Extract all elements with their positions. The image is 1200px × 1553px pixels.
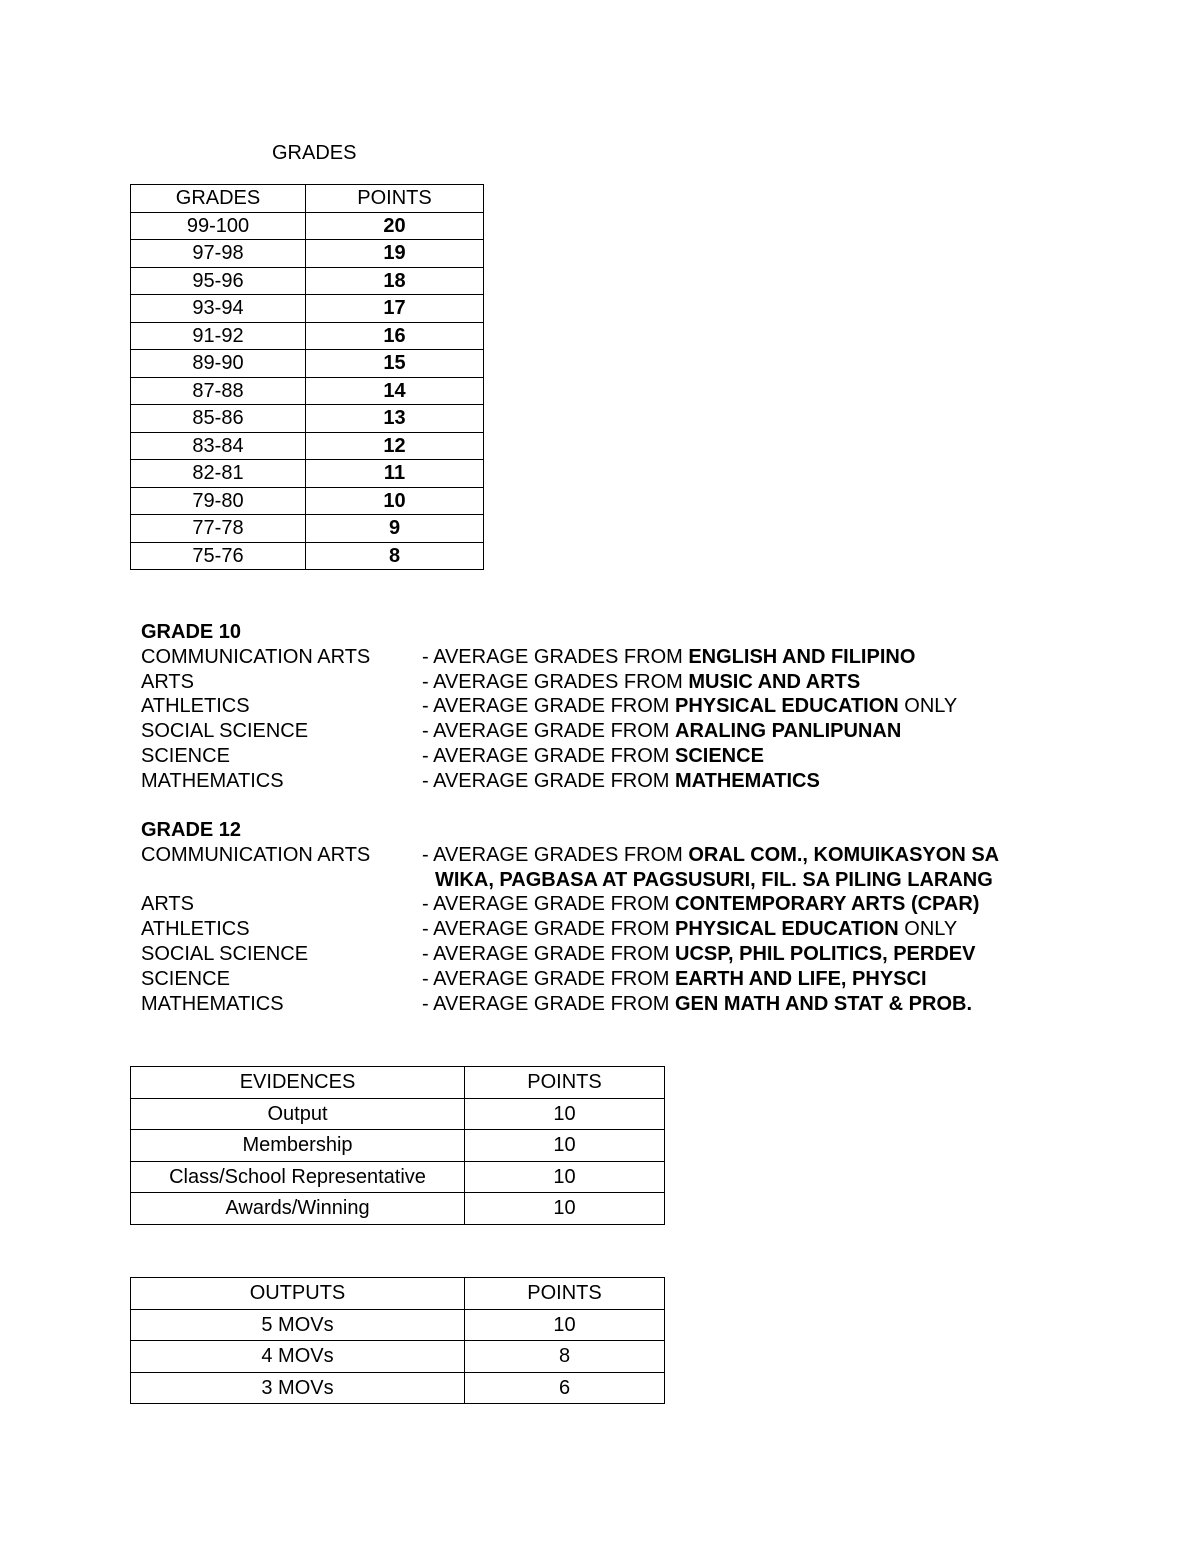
evidence-points: 10	[465, 1098, 665, 1130]
header-points: POINTS	[465, 1278, 665, 1310]
grades-points-table	[130, 184, 484, 570]
subject-description: - AVERAGE GRADE FROM SCIENCE	[422, 744, 764, 767]
grade-12-row	[141, 892, 980, 917]
header-points: POINTS	[465, 1067, 665, 1099]
grade-points: 12	[306, 432, 484, 460]
table-row	[131, 240, 484, 268]
output-points: 6	[465, 1372, 665, 1404]
table-row	[131, 350, 484, 378]
table-row	[131, 212, 484, 240]
subject-description: - AVERAGE GRADE FROM UCSP, PHIL POLITICS, PERDEV	[422, 942, 976, 965]
grade-range: 82-81	[131, 460, 306, 488]
grade-points: 10	[306, 487, 484, 515]
grade-range: 99-100	[131, 212, 306, 240]
evidence-points: 10	[465, 1193, 665, 1225]
grade-points: 18	[306, 267, 484, 295]
table-row	[131, 542, 484, 570]
table-row	[131, 377, 484, 405]
output-label: 5 MOVs	[131, 1309, 465, 1341]
table-row	[131, 1372, 665, 1404]
subject-description: - AVERAGE GRADES FROM ENGLISH AND FILIPINO	[422, 645, 916, 668]
header-evidences: EVIDENCES	[131, 1067, 465, 1099]
grade-points: 11	[306, 460, 484, 488]
output-label: 3 MOVs	[131, 1372, 465, 1404]
table-row	[131, 405, 484, 433]
header-points: POINTS	[306, 185, 484, 213]
grade-points: 13	[306, 405, 484, 433]
grade-12-row	[141, 843, 1000, 868]
grade-10-row	[141, 670, 861, 695]
table-row	[131, 1098, 665, 1130]
subject-label: MATHEMATICS	[141, 992, 284, 1015]
grade-range: 79-80	[131, 487, 306, 515]
grade-12-row	[141, 992, 973, 1017]
subject-description: - AVERAGE GRADES FROM ORAL COM., KOMUIKASYON SA	[422, 843, 1000, 866]
grade-10-heading: GRADE 10	[141, 621, 242, 643]
evidence-label: Output	[131, 1098, 465, 1130]
table-header-row	[131, 1067, 665, 1099]
subject-label: MATHEMATICS	[141, 769, 284, 792]
evidence-points: 10	[465, 1161, 665, 1193]
grade-points: 19	[306, 240, 484, 268]
subject-label: ATHLETICS	[141, 695, 250, 718]
subject-label: ARTS	[141, 670, 194, 693]
subject-description: - AVERAGE GRADES FROM MUSIC AND ARTS	[422, 670, 861, 693]
grade-10-section	[141, 620, 958, 794]
grade-range: 97-98	[131, 240, 306, 268]
table-header-row	[131, 1278, 665, 1310]
grade-12-row	[141, 917, 958, 942]
grade-range: 87-88	[131, 377, 306, 405]
table-row	[131, 515, 484, 543]
table-row	[131, 1161, 665, 1193]
subject-description: - AVERAGE GRADE FROM EARTH AND LIFE, PHYSCI	[422, 967, 927, 990]
grade-12-heading: GRADE 12	[141, 819, 242, 841]
subject-description-continued: WIKA, PAGBASA AT PAGSUSURI, FIL. SA PILING LARANG	[435, 868, 993, 891]
grade-points: 9	[306, 515, 484, 543]
subject-label: SOCIAL SCIENCE	[141, 942, 309, 965]
subject-label: ATHLETICS	[141, 918, 250, 941]
table-row	[131, 487, 484, 515]
subject-description: - AVERAGE GRADE FROM PHYSICAL EDUCATION ONLY	[422, 695, 958, 718]
subject-description: - AVERAGE GRADE FROM GEN MATH AND STAT & PROB.	[422, 992, 973, 1015]
evidence-label: Awards/Winning	[131, 1193, 465, 1225]
subject-label: ARTS	[141, 893, 194, 916]
grade-10-row	[141, 719, 902, 744]
table-row	[131, 322, 484, 350]
output-points: 8	[465, 1341, 665, 1373]
grade-10-row	[141, 744, 764, 769]
grade-12-row	[141, 942, 976, 967]
subject-label: SCIENCE	[141, 744, 230, 767]
grade-range: 83-84	[131, 432, 306, 460]
subject-label: COMMUNICATION ARTS	[141, 843, 371, 866]
grade-points: 17	[306, 295, 484, 323]
grade-range: 93-94	[131, 295, 306, 323]
subject-description: - AVERAGE GRADE FROM PHYSICAL EDUCATION ONLY	[422, 918, 958, 941]
grade-range: 89-90	[131, 350, 306, 378]
outputs-points-table	[130, 1277, 665, 1404]
evidences-points-table	[130, 1066, 665, 1225]
grade-range: 75-76	[131, 542, 306, 570]
grade-range: 91-92	[131, 322, 306, 350]
table-row	[131, 267, 484, 295]
subject-label: SOCIAL SCIENCE	[141, 720, 309, 743]
subject-description: - AVERAGE GRADE FROM CONTEMPORARY ARTS (CPAR)	[422, 893, 980, 916]
grade-10-row	[141, 769, 820, 794]
table-row	[131, 432, 484, 460]
grade-range: 77-78	[131, 515, 306, 543]
table-row	[131, 1130, 665, 1162]
grade-12-section	[141, 818, 1000, 1016]
subject-label: COMMUNICATION ARTS	[141, 645, 371, 668]
table-row	[131, 295, 484, 323]
table-header-row	[131, 185, 484, 213]
evidence-label: Membership	[131, 1130, 465, 1162]
grade-10-row	[141, 645, 916, 670]
grade-points: 8	[306, 542, 484, 570]
grade-points: 14	[306, 377, 484, 405]
subject-description: - AVERAGE GRADE FROM MATHEMATICS	[422, 769, 820, 792]
table-row	[131, 1341, 665, 1373]
grade-points: 16	[306, 322, 484, 350]
grade-range: 85-86	[131, 405, 306, 433]
table-row	[131, 460, 484, 488]
grade-points: 20	[306, 212, 484, 240]
table-row	[131, 1309, 665, 1341]
output-label: 4 MOVs	[131, 1341, 465, 1373]
header-outputs: OUTPUTS	[131, 1278, 465, 1310]
grades-title: GRADES	[272, 142, 357, 164]
output-points: 10	[465, 1309, 665, 1341]
header-grades: GRADES	[131, 185, 306, 213]
grade-10-row	[141, 694, 958, 719]
subject-description: - AVERAGE GRADE FROM ARALING PANLIPUNAN	[422, 720, 902, 743]
grade-points: 15	[306, 350, 484, 378]
grade-range: 95-96	[131, 267, 306, 295]
grade-12-row	[141, 967, 927, 992]
table-row	[131, 1193, 665, 1225]
evidence-label: Class/School Representative	[131, 1161, 465, 1193]
grade-12-row-continuation	[141, 868, 993, 893]
evidence-points: 10	[465, 1130, 665, 1162]
subject-label: SCIENCE	[141, 967, 230, 990]
